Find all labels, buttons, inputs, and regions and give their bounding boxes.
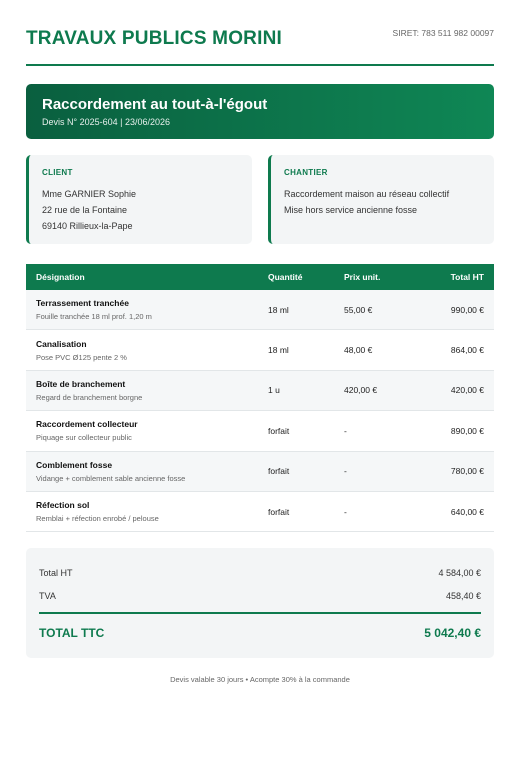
item-description: Fouille tranchée 18 ml prof. 1,20 m [36,312,152,322]
item-title: Comblement fosse [36,459,113,470]
total-ttc-line [39,626,481,640]
item-description: Vidange + comblement sable ancienne fosse [36,473,186,483]
total-ht-label: Total HT [39,568,73,578]
total-ht-value: 4 584,00 € [438,568,481,578]
client-card [26,155,252,244]
tva-value: 458,40 € [445,591,481,601]
site-card [268,155,494,244]
header-designation: Désignation [36,272,85,282]
total-ttc-value: 5 042,40 € [424,626,481,640]
item-unit-price: - [344,425,347,436]
total-ttc-label: TOTAL TTC [39,626,105,640]
client-city: 69140 Rillieux-la-Pape [42,221,133,231]
table-row [26,371,494,411]
table-row [26,492,494,532]
item-total: 640,00 € [450,506,484,517]
page-header [26,26,494,66]
siret-number: SIRET: 783 511 982 00097 [392,28,494,38]
tva-line [39,591,481,601]
client-street: 22 rue de la Fontaine [42,205,128,215]
company-name: TRAVAUX PUBLICS MORINI [26,28,282,49]
item-description: Piquage sur collecteur public [36,433,132,443]
item-unit-price: 420,00 € [344,385,378,396]
item-title: Réfection sol [36,500,90,511]
quote-banner [26,84,494,139]
table-header [26,264,494,290]
table-row [26,290,494,330]
tva-label: TVA [39,591,56,601]
item-total: 864,00 € [450,345,484,356]
table-row [26,330,494,370]
item-description: Remblai + réfection enrobé / pelouse [36,514,159,524]
table-row [26,411,494,451]
quote-number-date: Devis N° 2025-604 | 23/06/2026 [42,117,171,127]
quote-title: Raccordement au tout-à-l'égout [42,96,268,113]
total-ht-line [39,568,481,578]
header-total: Total HT [450,272,484,282]
item-title: Canalisation [36,338,87,349]
item-unit-price: 55,00 € [344,304,373,315]
header-unit-price: Prix unit. [344,272,381,282]
totals-divider [39,612,481,614]
item-total: 420,00 € [450,385,484,396]
item-quantity: 1 u [268,385,280,396]
item-unit-price: - [344,466,347,477]
client-name: Mme GARNIER Sophie [42,189,137,199]
quote-table [26,264,494,532]
table-row [26,452,494,492]
footer-note: Devis valable 30 jours • Acompte 30% à la commande [170,675,350,684]
item-title: Terrassement tranchée [36,298,129,309]
item-quantity: forfait [268,425,290,436]
item-quantity: 18 ml [268,345,289,356]
item-total: 990,00 € [450,304,484,315]
item-total: 780,00 € [450,466,484,477]
header-quantity: Quantité [268,272,303,282]
site-heading: CHANTIER [284,168,328,177]
item-quantity: forfait [268,466,290,477]
site-line: Mise hors service ancienne fosse [284,205,418,215]
client-heading: CLIENT [42,168,73,177]
totals-panel [26,548,494,658]
item-quantity: 18 ml [268,304,289,315]
item-description: Pose PVC Ø125 pente 2 % [36,352,127,362]
item-quantity: forfait [268,506,290,517]
item-title: Boîte de branchement [36,378,126,389]
item-unit-price: - [344,506,347,517]
item-description: Regard de branchement borgne [36,392,143,402]
item-title: Raccordement collecteur [36,419,138,430]
site-line: Raccordement maison au réseau collectif [284,189,450,199]
item-total: 890,00 € [450,425,484,436]
item-unit-price: 48,00 € [344,345,373,356]
